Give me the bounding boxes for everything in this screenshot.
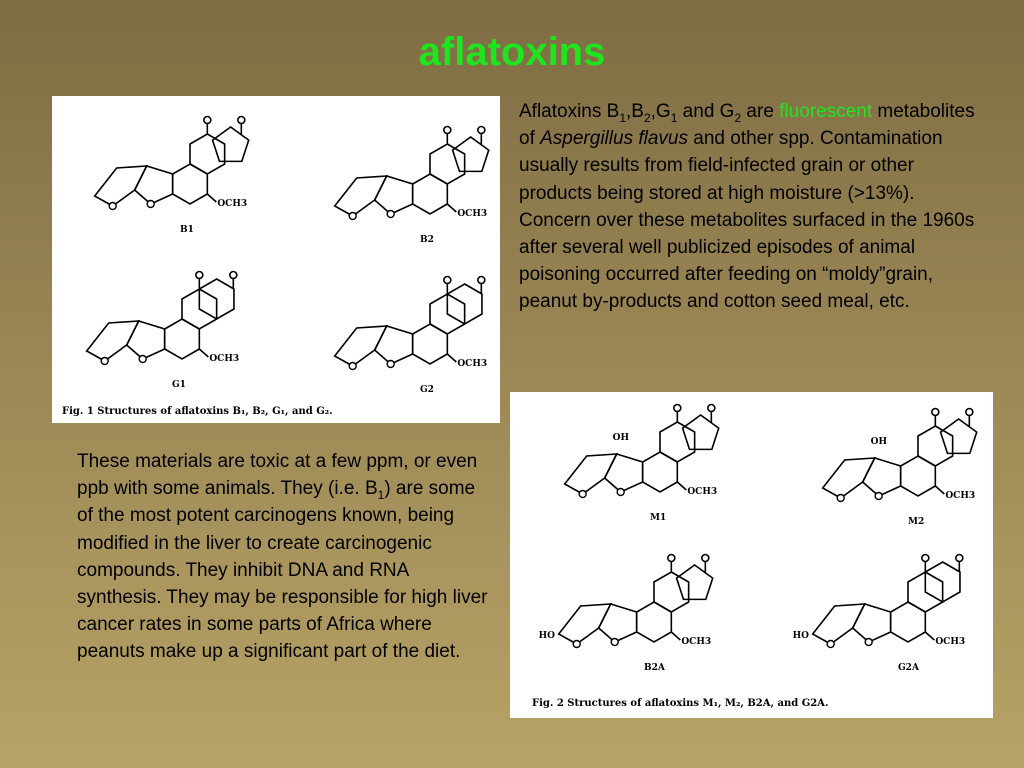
bond <box>447 204 456 212</box>
bond <box>677 482 686 490</box>
text-run: ) are some of the most potent carcinogens known, being modified in the liver to create carcinogenic compounds. They inhibit DNA and RNA synthesis. They may be responsible for high liver cancer rates in some parts of Africa where peanuts make up a significant part of the diet. <box>77 478 488 663</box>
ring <box>87 321 139 361</box>
structure-m2 <box>823 409 977 528</box>
ring <box>853 604 891 642</box>
och3-label: OCH3 <box>687 487 718 497</box>
oxygen-atom <box>444 277 451 284</box>
structure-label: M1 <box>650 513 667 523</box>
oxygen-atom <box>674 405 681 412</box>
ring <box>941 419 977 453</box>
ring <box>863 458 901 496</box>
ring <box>173 164 208 204</box>
text-run: ,B <box>626 101 644 122</box>
ring <box>643 452 678 492</box>
och3-label: OCH3 <box>217 199 248 209</box>
bond <box>447 354 456 362</box>
structure-g2a <box>793 555 965 674</box>
structure-b2a <box>539 555 713 674</box>
oxygen-atom <box>875 493 882 500</box>
oxygen-atom <box>387 361 394 368</box>
figure-2-drawing <box>510 392 993 718</box>
ring <box>213 127 249 161</box>
paragraph-2: Concern over these metabolites surfaced in the 1960s after several well publicized episodes of animal poisoning occurred after feeding on “moldy”grain, peanut by-products and cotton seed meal, etc. <box>519 209 975 313</box>
oh-label: OH <box>612 433 630 443</box>
ring <box>559 604 611 644</box>
structure-label: G1 <box>172 380 186 390</box>
ring <box>430 144 465 184</box>
ring <box>135 166 173 204</box>
species-name: Aspergillus flavus <box>540 128 688 150</box>
structure-m1 <box>565 405 719 524</box>
oxygen-atom <box>668 555 675 562</box>
figure-1-structures <box>52 96 500 423</box>
oxygen-atom <box>478 127 485 134</box>
ring <box>375 326 413 364</box>
fluorescent-highlight: fluorescent <box>779 101 873 122</box>
subscript: 1 <box>670 110 678 125</box>
oxygen-atom <box>196 272 203 279</box>
figure-2-caption: Fig. 2 Structures of aflatoxins M₁, M₂, B2A, and G2A. <box>532 698 829 709</box>
structure-g1 <box>87 272 239 391</box>
text-run: These materials are toxic at a few ppm, or even ppb with some animals. They (i.e. B <box>77 451 478 500</box>
och3-label: OCH3 <box>935 637 966 647</box>
oxygen-atom <box>966 409 973 416</box>
ring <box>918 426 953 466</box>
slide-title: aflatoxins <box>418 30 606 74</box>
text-run: Aflatoxins B <box>519 101 620 122</box>
ring <box>335 326 387 366</box>
ring <box>813 604 865 644</box>
right-text-block <box>519 98 989 316</box>
och3-label: OCH3 <box>945 491 976 501</box>
structure-label: B2A <box>644 663 665 673</box>
ring <box>413 324 448 364</box>
text-run: and G <box>677 101 735 122</box>
och3-label: OCH3 <box>457 209 488 219</box>
structure-g2 <box>335 277 487 396</box>
oxygen-atom <box>827 641 834 648</box>
oxygen-atom <box>837 495 844 502</box>
text-run: metabolites of <box>519 101 975 150</box>
ring <box>637 602 672 642</box>
oxygen-atom <box>147 201 154 208</box>
oxygen-atom <box>573 641 580 648</box>
subscript: 1 <box>377 488 385 502</box>
och3-label: OCH3 <box>457 359 488 369</box>
oxygen-atom <box>101 358 108 365</box>
ring <box>901 456 936 496</box>
oxygen-atom <box>932 409 939 416</box>
ring <box>453 137 489 171</box>
bond <box>935 486 944 494</box>
ring <box>565 454 617 494</box>
subscript: 2 <box>734 110 742 125</box>
text-run: and other spp. Contamination usually results from field-infected grain or other products being stored at high moisture (>13%). <box>519 128 943 204</box>
oxygen-atom <box>611 639 618 646</box>
ring <box>335 176 387 216</box>
structure-label: B2 <box>420 235 434 245</box>
oxygen-atom <box>139 356 146 363</box>
oh-label: OH <box>870 437 888 447</box>
bond <box>207 194 216 202</box>
ring <box>599 604 637 642</box>
ring <box>190 134 225 174</box>
oxygen-atom <box>956 555 963 562</box>
oxygen-atom <box>349 213 356 220</box>
och3-label: OCH3 <box>209 354 240 364</box>
ring <box>660 422 695 462</box>
oxygen-atom <box>238 117 245 124</box>
figure-1-caption: Fig. 1 Structures of aflatoxins B₁, B₂, G₁, and G₂. <box>62 406 333 417</box>
ring <box>891 602 926 642</box>
structure-b1 <box>95 117 249 236</box>
bond <box>199 349 208 357</box>
oxygen-atom <box>204 117 211 124</box>
figure-2-structures <box>510 392 993 718</box>
ring <box>823 458 875 498</box>
structure-b2 <box>335 127 489 246</box>
och3-label: OCH3 <box>681 637 712 647</box>
ring <box>127 321 165 359</box>
bond <box>671 632 680 640</box>
oxygen-atom <box>109 203 116 210</box>
ring <box>165 319 200 359</box>
structure-label: B1 <box>180 225 194 235</box>
subscript: 2 <box>643 110 651 125</box>
oxygen-atom <box>349 363 356 370</box>
ho-label: HO <box>538 631 556 641</box>
bond <box>925 632 934 640</box>
oxygen-atom <box>444 127 451 134</box>
structure-label: G2 <box>420 385 434 395</box>
oxygen-atom <box>865 639 872 646</box>
left-text-block <box>77 448 492 666</box>
oxygen-atom <box>702 555 709 562</box>
structure-label: M2 <box>908 517 925 527</box>
ring <box>375 176 413 214</box>
text-run: are <box>741 101 780 122</box>
oxygen-atom <box>922 555 929 562</box>
oxygen-atom <box>579 491 586 498</box>
ring <box>654 572 689 612</box>
ring <box>677 565 713 599</box>
ring <box>683 415 719 449</box>
oxygen-atom <box>230 272 237 279</box>
subscript: 1 <box>619 110 627 125</box>
structure-label: G2A <box>898 663 919 673</box>
ho-label: HO <box>792 631 810 641</box>
oxygen-atom <box>387 211 394 218</box>
oxygen-atom <box>708 405 715 412</box>
ring <box>605 454 643 492</box>
oxygen-atom <box>617 489 624 496</box>
ring <box>413 174 448 214</box>
figure-1-drawing <box>52 96 500 423</box>
ring <box>95 166 147 206</box>
oxygen-atom <box>478 277 485 284</box>
text-run: ,G <box>650 101 671 122</box>
